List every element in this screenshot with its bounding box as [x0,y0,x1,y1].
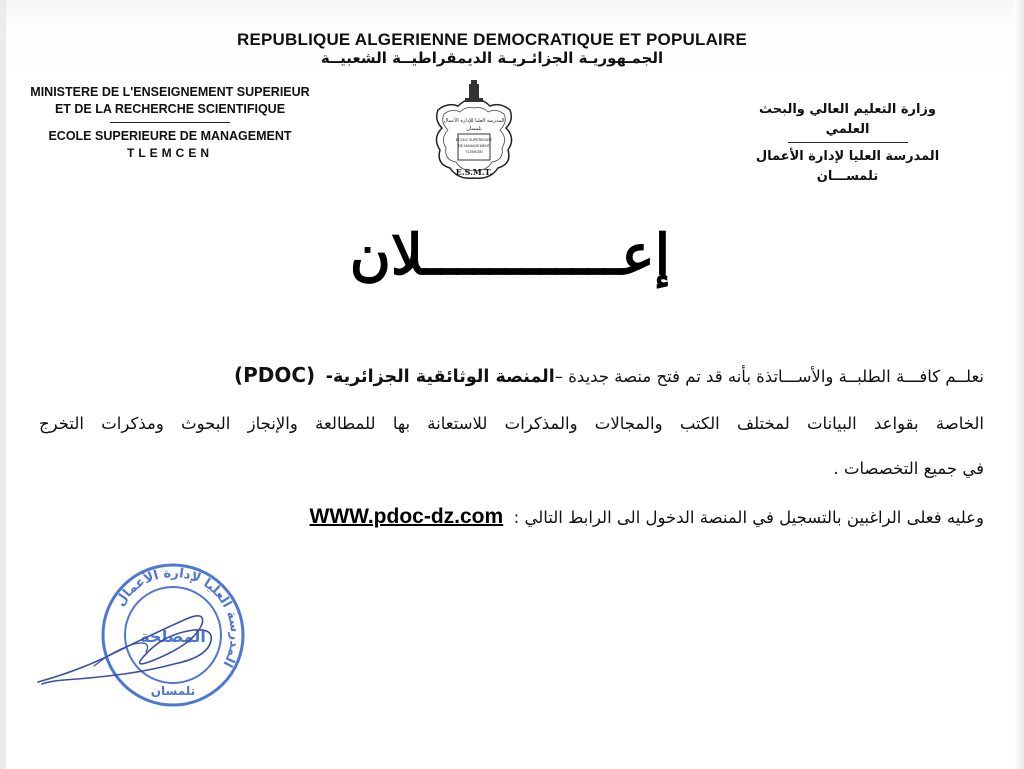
platform-link[interactable]: WWW.pdoc-dz.com [309,505,504,528]
platform-name: المنصة الوثائقية الجزائرية- [325,367,555,387]
scan-edge-right [1014,0,1024,769]
logo-arabic-city: تلمسان [466,126,482,132]
logo-french-line-3: TLEMCEN [465,150,483,154]
logo-french-line-1: ECOLE SUPERIEURE [455,138,493,142]
body-line-2: الخاصة بقواعد البيانات لمختلف الكتب والمجالات والمذكرات للاستعانة بها للمطالعة والإنجاز البحوث ومذكرات التخرج [39,414,984,433]
ministry-arabic-block [735,100,960,187]
announcement-title: إعــــــــــــلان [349,222,671,288]
platform-code: (PDOC) [233,363,316,387]
city-arabic: تلمســـان [816,169,879,184]
body-line-4-prefix: وعليه فعلى الراغبين بالتسجيل في المنصة الدخول الى الرابط التالي : [513,508,984,527]
ministry-arabic: وزارة التعليم العالي والبحث العلمي [759,102,936,137]
scan-edge-left [0,0,6,769]
stamp-center-text: المصلحة [140,627,206,646]
city-french: TLEMCEN [127,146,213,160]
divider [788,142,908,143]
school-logo [428,80,520,186]
republic-arabic: الجمـهوريـة الجزائـريـة الديمقراطيــة الشعبيــة [320,49,664,67]
body-line-1 [34,363,984,387]
stamp-ring-text: المدرسة العليا لإدارة الأعمال [112,565,243,670]
handwritten-signature [34,600,234,695]
logo-arabic-text: المدرسة العليا للإدارة الأعمال [443,118,505,124]
divider [110,122,230,123]
school-name-arabic: المدرسة العليا لإدارة الأعمال [755,149,940,164]
republic-french: REPUBLIQUE ALGERIENNE DEMOCRATIQUE ET POPULAIRE [237,30,747,49]
body-line-3: في جميع التخصصات . [833,459,984,478]
body-line-4 [34,505,984,529]
ministry-line-1: MINISTERE DE L'ENSEIGNEMENT SUPERIEUR [30,85,310,99]
school-name-french: ECOLE SUPERIEURE DE MANAGEMENT [48,129,292,143]
logo-french-line-2: DE MANAGEMENT [458,144,490,148]
body-line-1-prefix: نعلــم كافـــة الطلبــة والأســـاتذة بأنه قد تم فتح منصة جديدة – [554,367,984,386]
stamp-bottom-text: تلمسان [150,684,196,698]
ministry-french-block [20,84,320,162]
logo-abbreviation: E.S.M.T. [455,167,493,177]
ministry-line-2: ET DE LA RECHERCHE SCIENTIFIQUE [54,102,286,116]
